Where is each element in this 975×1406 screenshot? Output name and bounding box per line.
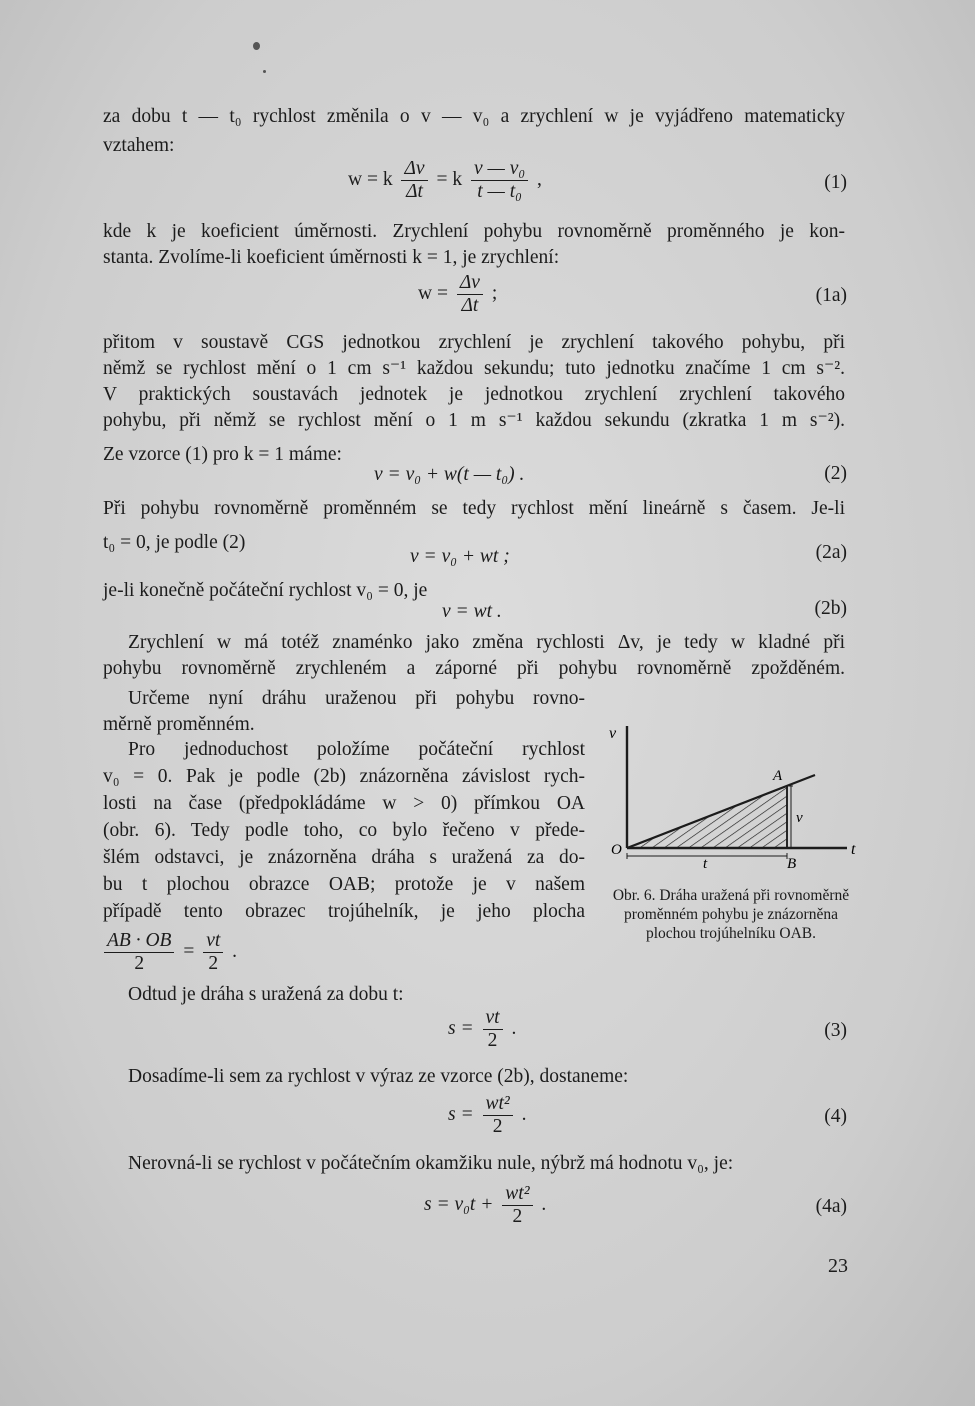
equation-2a: v = v₀ + wt ; — [410, 546, 510, 567]
text-line: t₀ = 0, je podle (2) — [103, 532, 246, 553]
fraction — [483, 1007, 503, 1052]
denominator: Δt — [461, 295, 479, 316]
fraction — [401, 158, 427, 203]
text-line: Nerovná-li se rychlost v počátečním okamžiku nule, nýbrž má hodnotu v₀, je: — [128, 1153, 734, 1174]
text-line: Pro jednoduchost položíme počáteční rychlost — [128, 739, 585, 760]
fraction — [502, 1183, 532, 1228]
eq-part: s = v₀t + — [424, 1193, 494, 1215]
fraction — [104, 930, 174, 975]
eq-part: = k — [436, 168, 463, 190]
fraction — [203, 930, 223, 975]
equation-1 — [348, 158, 542, 203]
text-line: Zrychlení w má totéž znaménko jako změna rychlosti Δv, je tedy w kladné při — [128, 632, 845, 653]
ink-speck — [263, 70, 266, 73]
fraction — [471, 158, 528, 203]
dimension-label-v: v — [796, 810, 803, 826]
point-label-a: A — [773, 768, 783, 784]
eq-part: s = — [448, 1103, 474, 1125]
equation-number: (4a) — [815, 1196, 847, 1217]
eq-part: ; — [491, 282, 498, 304]
numerator: wt² — [502, 1183, 532, 1206]
ink-speck — [253, 42, 260, 50]
equation-number: (4) — [824, 1106, 847, 1127]
numerator: Δv — [401, 158, 427, 181]
eq-part: s = — [448, 1017, 474, 1039]
numerator: wt² — [483, 1093, 513, 1116]
area-equation — [100, 930, 237, 975]
eq-part: w = k — [348, 168, 393, 190]
dimension-label-t: t — [703, 856, 708, 868]
fraction — [457, 272, 483, 317]
denominator: t — t₀ — [477, 181, 522, 202]
denominator: 2 — [134, 953, 145, 974]
numerator: vt — [203, 930, 223, 953]
eq-part: . — [232, 940, 238, 962]
text-line: losti na čase (předpokládáme w > 0) přímkou OA — [103, 793, 585, 814]
equation-number: (2a) — [815, 542, 847, 563]
denominator: 2 — [208, 953, 219, 974]
page-number: 23 — [828, 1255, 848, 1277]
numerator: Δv — [457, 272, 483, 295]
equation-number: (1) — [824, 172, 847, 193]
eq-part: = — [183, 940, 195, 962]
text-line: pohybu, při němž se rychlost mění o 1 m s⁻¹ každou sekundu (zkratka 1 m s⁻²). — [103, 410, 845, 431]
text-line: za dobu t — t₀ rychlost změnila o v — v₀ a zrychlení w je vyjádřeno matematicky — [103, 106, 845, 127]
equation-number: (3) — [824, 1020, 847, 1041]
equation-number: (2b) — [814, 598, 847, 619]
equation-2b: v = wt . — [442, 601, 502, 622]
axis-label-t: t — [851, 841, 856, 858]
numerator: vt — [483, 1007, 503, 1030]
eq-part: , — [537, 168, 542, 190]
text-line: němž se rychlost mění o 1 cm s⁻¹ každou sekundu; tuto jednotku značíme 1 cm s⁻². — [103, 358, 845, 379]
equation-1a — [418, 272, 497, 317]
text-line: Při pohybu rovnoměrně proměnném se tedy rychlost mění lineárně s časem. Je-li — [103, 498, 845, 519]
text-line: šlém odstavci, je znázorněna dráha s uražená za do- — [103, 847, 585, 868]
equation-4a — [424, 1183, 546, 1228]
text-line: měrně proměnném. — [103, 714, 255, 735]
eq-part: . — [541, 1193, 547, 1215]
equation-number: (1a) — [815, 285, 847, 306]
equation-2: v = v₀ + w(t — t₀) . — [374, 464, 525, 485]
text-line: (obr. 6). Tedy podle toho, co bylo řečeno v přede- — [103, 820, 585, 841]
text-line: kde k je koeficient úměrnosti. Zrychlení pohybu rovnoměrně proměnného je kon- — [103, 221, 845, 242]
eq-part: w = — [418, 282, 448, 304]
text-line: v₀ = 0. Pak je podle (2b) znázorněna závislost rych- — [103, 766, 585, 787]
text-line: bu t plochou obrazce OAB; protože je v našem — [103, 874, 585, 895]
text-line: vztahem: — [103, 135, 175, 156]
fraction — [483, 1093, 513, 1138]
equation-number: (2) — [824, 463, 847, 484]
text-line: přitom v soustavě CGS jednotkou zrychlení je zrychlení takového pohybu, při — [103, 332, 845, 353]
text-line: Dosadíme-li sem za rychlost v výraz ze vzorce (2b), dostaneme: — [128, 1066, 629, 1087]
point-label-b: B — [787, 856, 797, 868]
text-line: Určeme nyní dráhu uraženou při pohybu rovno- — [128, 688, 585, 709]
axis-label-v: v — [609, 725, 617, 742]
point-label-o: O — [611, 842, 622, 858]
text-line: pohybu rovnoměrně zrychleném a záporné při pohybu rovnoměrně zpožděném. — [103, 658, 845, 679]
eq-part: . — [511, 1017, 517, 1039]
text-line: případě tento obrazec trojúhelník, je jeho plocha — [103, 901, 585, 922]
denominator: 2 — [512, 1206, 523, 1227]
eq-part: . — [521, 1103, 527, 1125]
equation-3 — [448, 1007, 516, 1052]
text-line: Odtud je dráha s uražená za dobu t: — [128, 984, 404, 1005]
numerator: AB · OB — [104, 930, 174, 953]
denominator: 2 — [487, 1030, 498, 1051]
denominator: Δt — [406, 181, 423, 202]
equation-4 — [448, 1093, 527, 1138]
denominator: 2 — [492, 1116, 503, 1137]
text-line: stanta. Zvolíme-li koeficient úměrnosti k = 1, je zrychlení: — [103, 247, 560, 268]
numerator: v — v₀ — [471, 158, 528, 181]
text-line: Ze vzorce (1) pro k = 1 máme: — [103, 444, 342, 465]
figure-velocity-time-diagram — [605, 718, 865, 868]
text-line: je-li konečně počáteční rychlost v₀ = 0, je — [103, 580, 428, 601]
text-line: V praktických soustavách jednotek je jednotkou zrychlení zrychlení takového — [103, 384, 845, 405]
figure-caption: Obr. 6. Dráha uražená při rovnoměrně proměnném pohybu je znázorněna plochou trojúhelníku OAB. — [612, 887, 850, 942]
